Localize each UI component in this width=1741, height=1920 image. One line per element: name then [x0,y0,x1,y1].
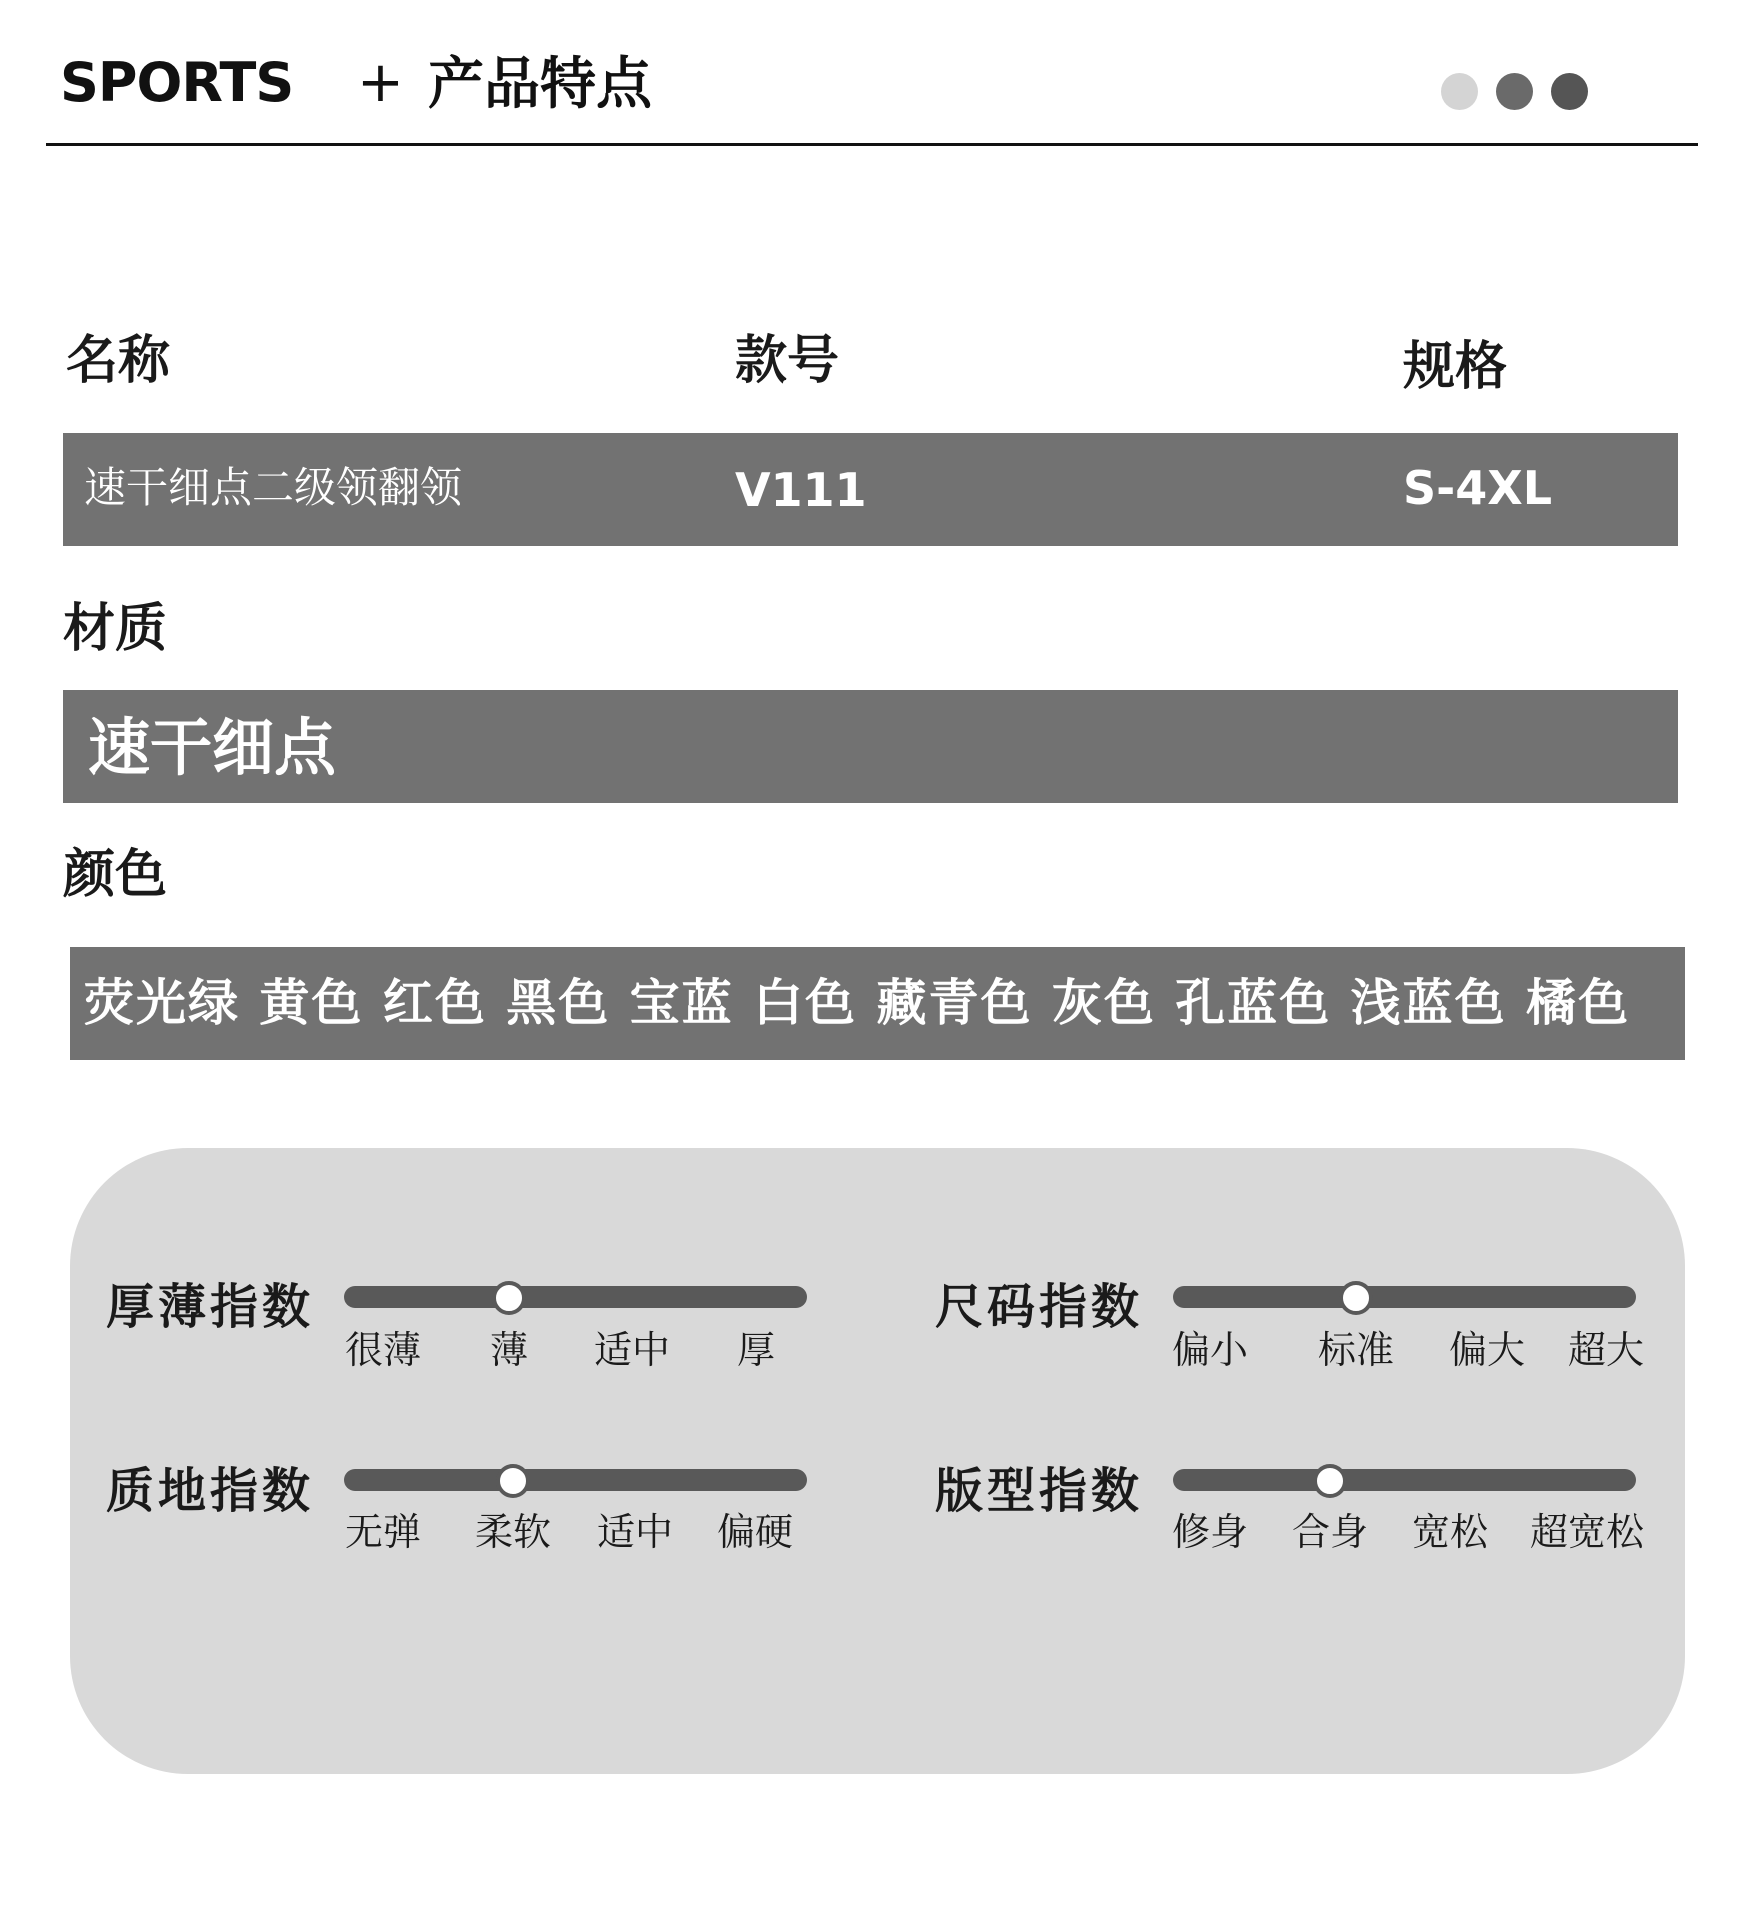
texture-label-2: 柔软 [475,1510,552,1554]
texture-label-1: 无弹 [345,1510,422,1554]
name-label: 名称 [66,331,171,391]
fit-index-title: 版型指数 [935,1463,1144,1519]
size-slider-track [1173,1286,1636,1308]
model-label: 款号 [735,331,840,391]
plus-sign: + [357,50,404,115]
color-value: 荧光绿 黄色 红色 黑色 宝蓝 白色 藏青色 灰色 孔蓝色 浅蓝色 橘色 [84,974,1631,1032]
size-label-2: 标准 [1318,1328,1395,1372]
material-label: 材质 [63,599,168,659]
fit-label-2: 合身 [1292,1510,1369,1554]
size-index-title: 尺码指数 [935,1279,1144,1335]
texture-index-title: 质地指数 [106,1463,315,1519]
texture-slider-knob [496,1464,530,1498]
thickness-label-2: 薄 [490,1328,529,1372]
thickness-slider-knob [492,1281,526,1315]
texture-label-4: 偏硬 [717,1510,794,1554]
dot-indicator-3 [1551,73,1588,110]
fit-label-3: 宽松 [1412,1510,1489,1554]
thickness-label-1: 很薄 [345,1328,422,1372]
size-value: S-4XL [1403,461,1553,515]
fit-label-1: 修身 [1172,1510,1249,1554]
size-label-3: 偏大 [1449,1328,1526,1372]
header-divider [46,143,1698,146]
brand-logo: SPORTS [60,51,294,114]
fit-slider-knob [1313,1464,1347,1498]
dot-indicator-2 [1496,73,1533,110]
model-value: V111 [735,463,867,517]
thickness-slider-track [344,1286,807,1308]
size-slider-knob [1339,1281,1373,1315]
size-label: 规格 [1403,337,1508,397]
size-label-1: 偏小 [1172,1328,1249,1372]
page-title: 产品特点 [428,52,652,117]
thickness-label-3: 适中 [594,1328,671,1372]
texture-slider-track [344,1469,807,1491]
thickness-label-4: 厚 [737,1328,776,1372]
color-label: 颜色 [63,845,168,905]
thickness-index-title: 厚薄指数 [106,1279,315,1335]
fit-label-4: 超宽松 [1530,1510,1645,1554]
size-label-4: 超大 [1568,1328,1645,1372]
dot-indicator-1 [1441,73,1478,110]
name-value: 速干细点二级领翻领 [84,463,463,512]
texture-label-3: 适中 [597,1510,674,1554]
material-value: 速干细点 [88,711,337,784]
fit-slider-track [1173,1469,1636,1491]
